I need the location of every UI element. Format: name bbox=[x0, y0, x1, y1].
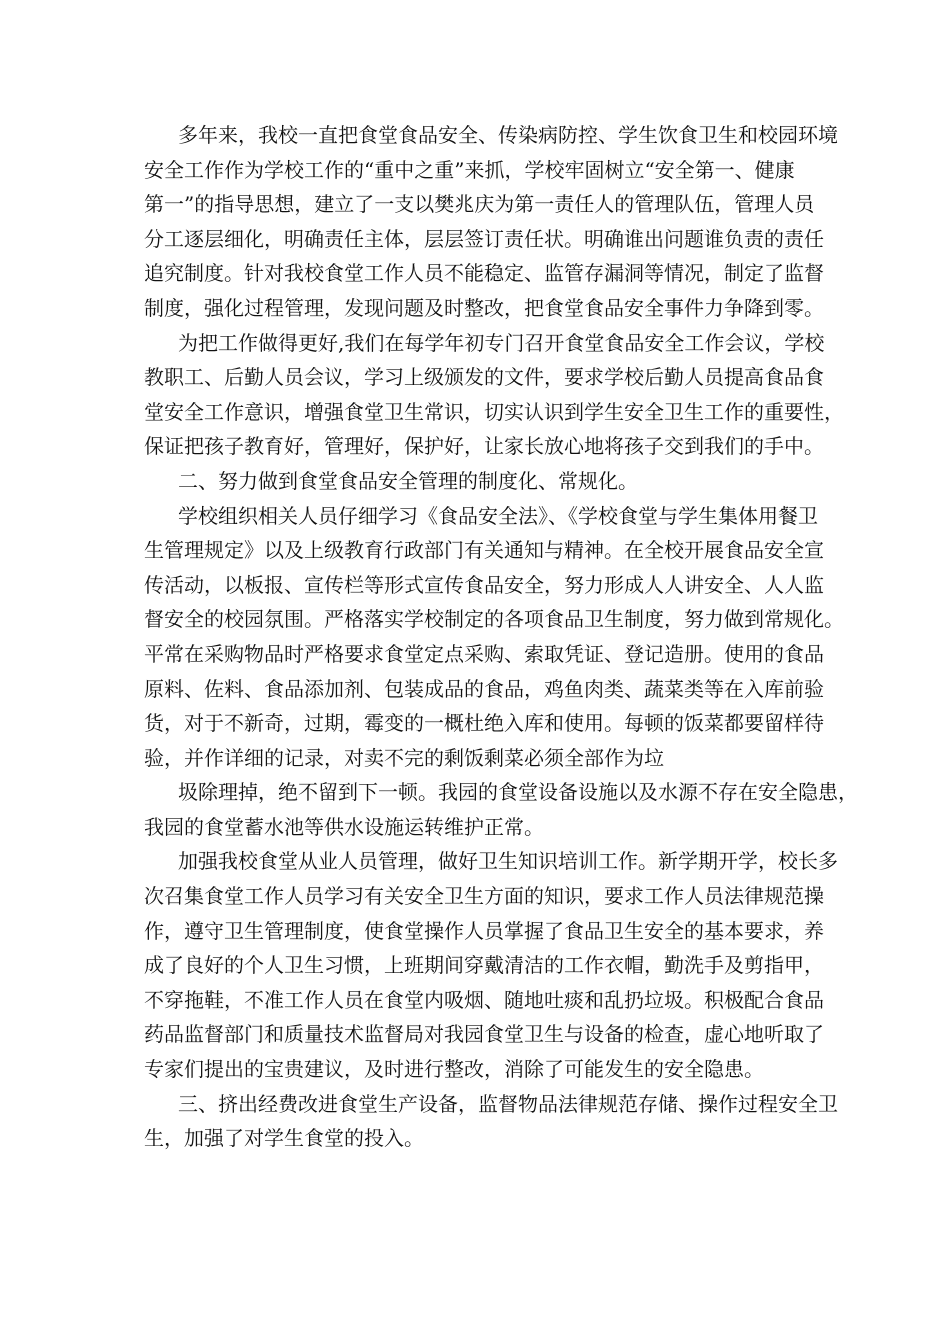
section-heading: 三、挤出经费改进食堂生产设备，监督物品法律规范存储、操作过程安全卫 bbox=[178, 1091, 838, 1116]
text-line: 我园的食堂蓄水池等供水设施运转维护正常。 bbox=[144, 814, 544, 839]
text-line: 学校组织相关人员仔细学习《食品安全法》、《学校食堂与学生集体用餐卫 bbox=[178, 503, 818, 528]
text-line: 成了良好的个人卫生习惯，上班期间穿戴清洁的工作衣帽，勤洗手及剪指甲， bbox=[144, 953, 824, 978]
text-line: 制度，强化过程管理，发现问题及时整改，把食堂食品安全事件力争降到零。 bbox=[144, 295, 824, 320]
text-line: 多年来，我校一直把食堂食品安全、传染病防控、学生饮食卫生和校园环境 bbox=[178, 123, 838, 147]
text-line: 货，对于不新奇，过期，霉变的一概杜绝入库和使用。每顿的饭菜都要留样待 bbox=[144, 711, 824, 736]
text-line: 第一”的指导思想，建立了一支以樊兆庆为第一责任人的管理队伍，管理人员 bbox=[144, 192, 815, 217]
text-line: 专家们提出的宝贵建议，及时进行整改，消除了可能发生的安全隐患。 bbox=[144, 1057, 764, 1082]
text-line: 药品监督部门和质量技术监督局对我园食堂卫生与设备的检查，虚心地听取了 bbox=[144, 1022, 824, 1047]
text-line: 追究制度。针对我校食堂工作人员不能稳定、监管存漏洞等情况，制定了监督 bbox=[144, 261, 824, 286]
text-line: 教职工、后勤人员会议，学习上级颁发的文件，要求学校后勤人员提高食品食 bbox=[144, 365, 824, 390]
text-line: 不穿拖鞋，不准工作人员在食堂内吸烟、随地吐痰和乱扔垃圾。积极配合食品 bbox=[144, 987, 824, 1012]
text-line: 加强我校食堂从业人员管理，做好卫生知识培训工作。新学期开学，校长多 bbox=[178, 849, 838, 874]
text-line: 作，遵守卫生管理制度，使食堂操作人员掌握了食品卫生安全的基本要求，养 bbox=[144, 918, 824, 943]
text-line: 圾除理掉，绝不留到下一顿。我园的食堂设备设施以及水源不存在安全隐患， bbox=[178, 780, 858, 805]
text-line: 安全工作作为学校工作的“重中之重”来抓，学校牢固树立“安全第一、健康 bbox=[144, 157, 795, 182]
text-line: 生，加强了对学生食堂的投入。 bbox=[144, 1126, 424, 1151]
text-line: 堂安全工作意识，增强食堂卫生常识，切实认识到学生安全卫生工作的重要性， bbox=[144, 399, 844, 424]
text-line: 为把工作做得更好,我们在每学年初专门召开食堂食品安全工作会议，学校 bbox=[178, 330, 825, 355]
text-line: 保证把孩子教育好，管理好，保护好，让家长放心地将孩子交到我们的手中。 bbox=[144, 434, 824, 459]
text-line: 原料、佐料、食品添加剂、包装成品的食品，鸡鱼肉类、蔬菜类等在入库前验 bbox=[144, 676, 824, 701]
text-line: 平常在采购物品时严格要求食堂定点采购、索取凭证、登记造册。使用的食品 bbox=[144, 641, 824, 666]
section-heading: 二、努力做到食堂食品安全管理的制度化、常规化。 bbox=[178, 468, 638, 493]
text-line: 督安全的校园氛围。严格落实学校制定的各项食品卫生制度，努力做到常规化。 bbox=[144, 607, 844, 632]
text-line: 传活动，以板报、宣传栏等形式宣传食品安全，努力形成人人讲安全、人人监 bbox=[144, 572, 824, 597]
document-body bbox=[144, 118, 858, 1156]
text-line: 验，并作详细的记录，对卖不完的剩饭剩菜必须全部作为垃 bbox=[144, 745, 664, 770]
text-line: 次召集食堂工作人员学习有关安全卫生方面的知识，要求工作人员法律规范操 bbox=[144, 884, 824, 909]
text-line: 分工逐层细化，明确责任主体，层层签订责任状。明确谁出问题谁负责的责任 bbox=[144, 226, 824, 251]
text-line: 生管理规定》以及上级教育行政部门有关通知与精神。在全校开展食品安全宣 bbox=[144, 538, 824, 563]
